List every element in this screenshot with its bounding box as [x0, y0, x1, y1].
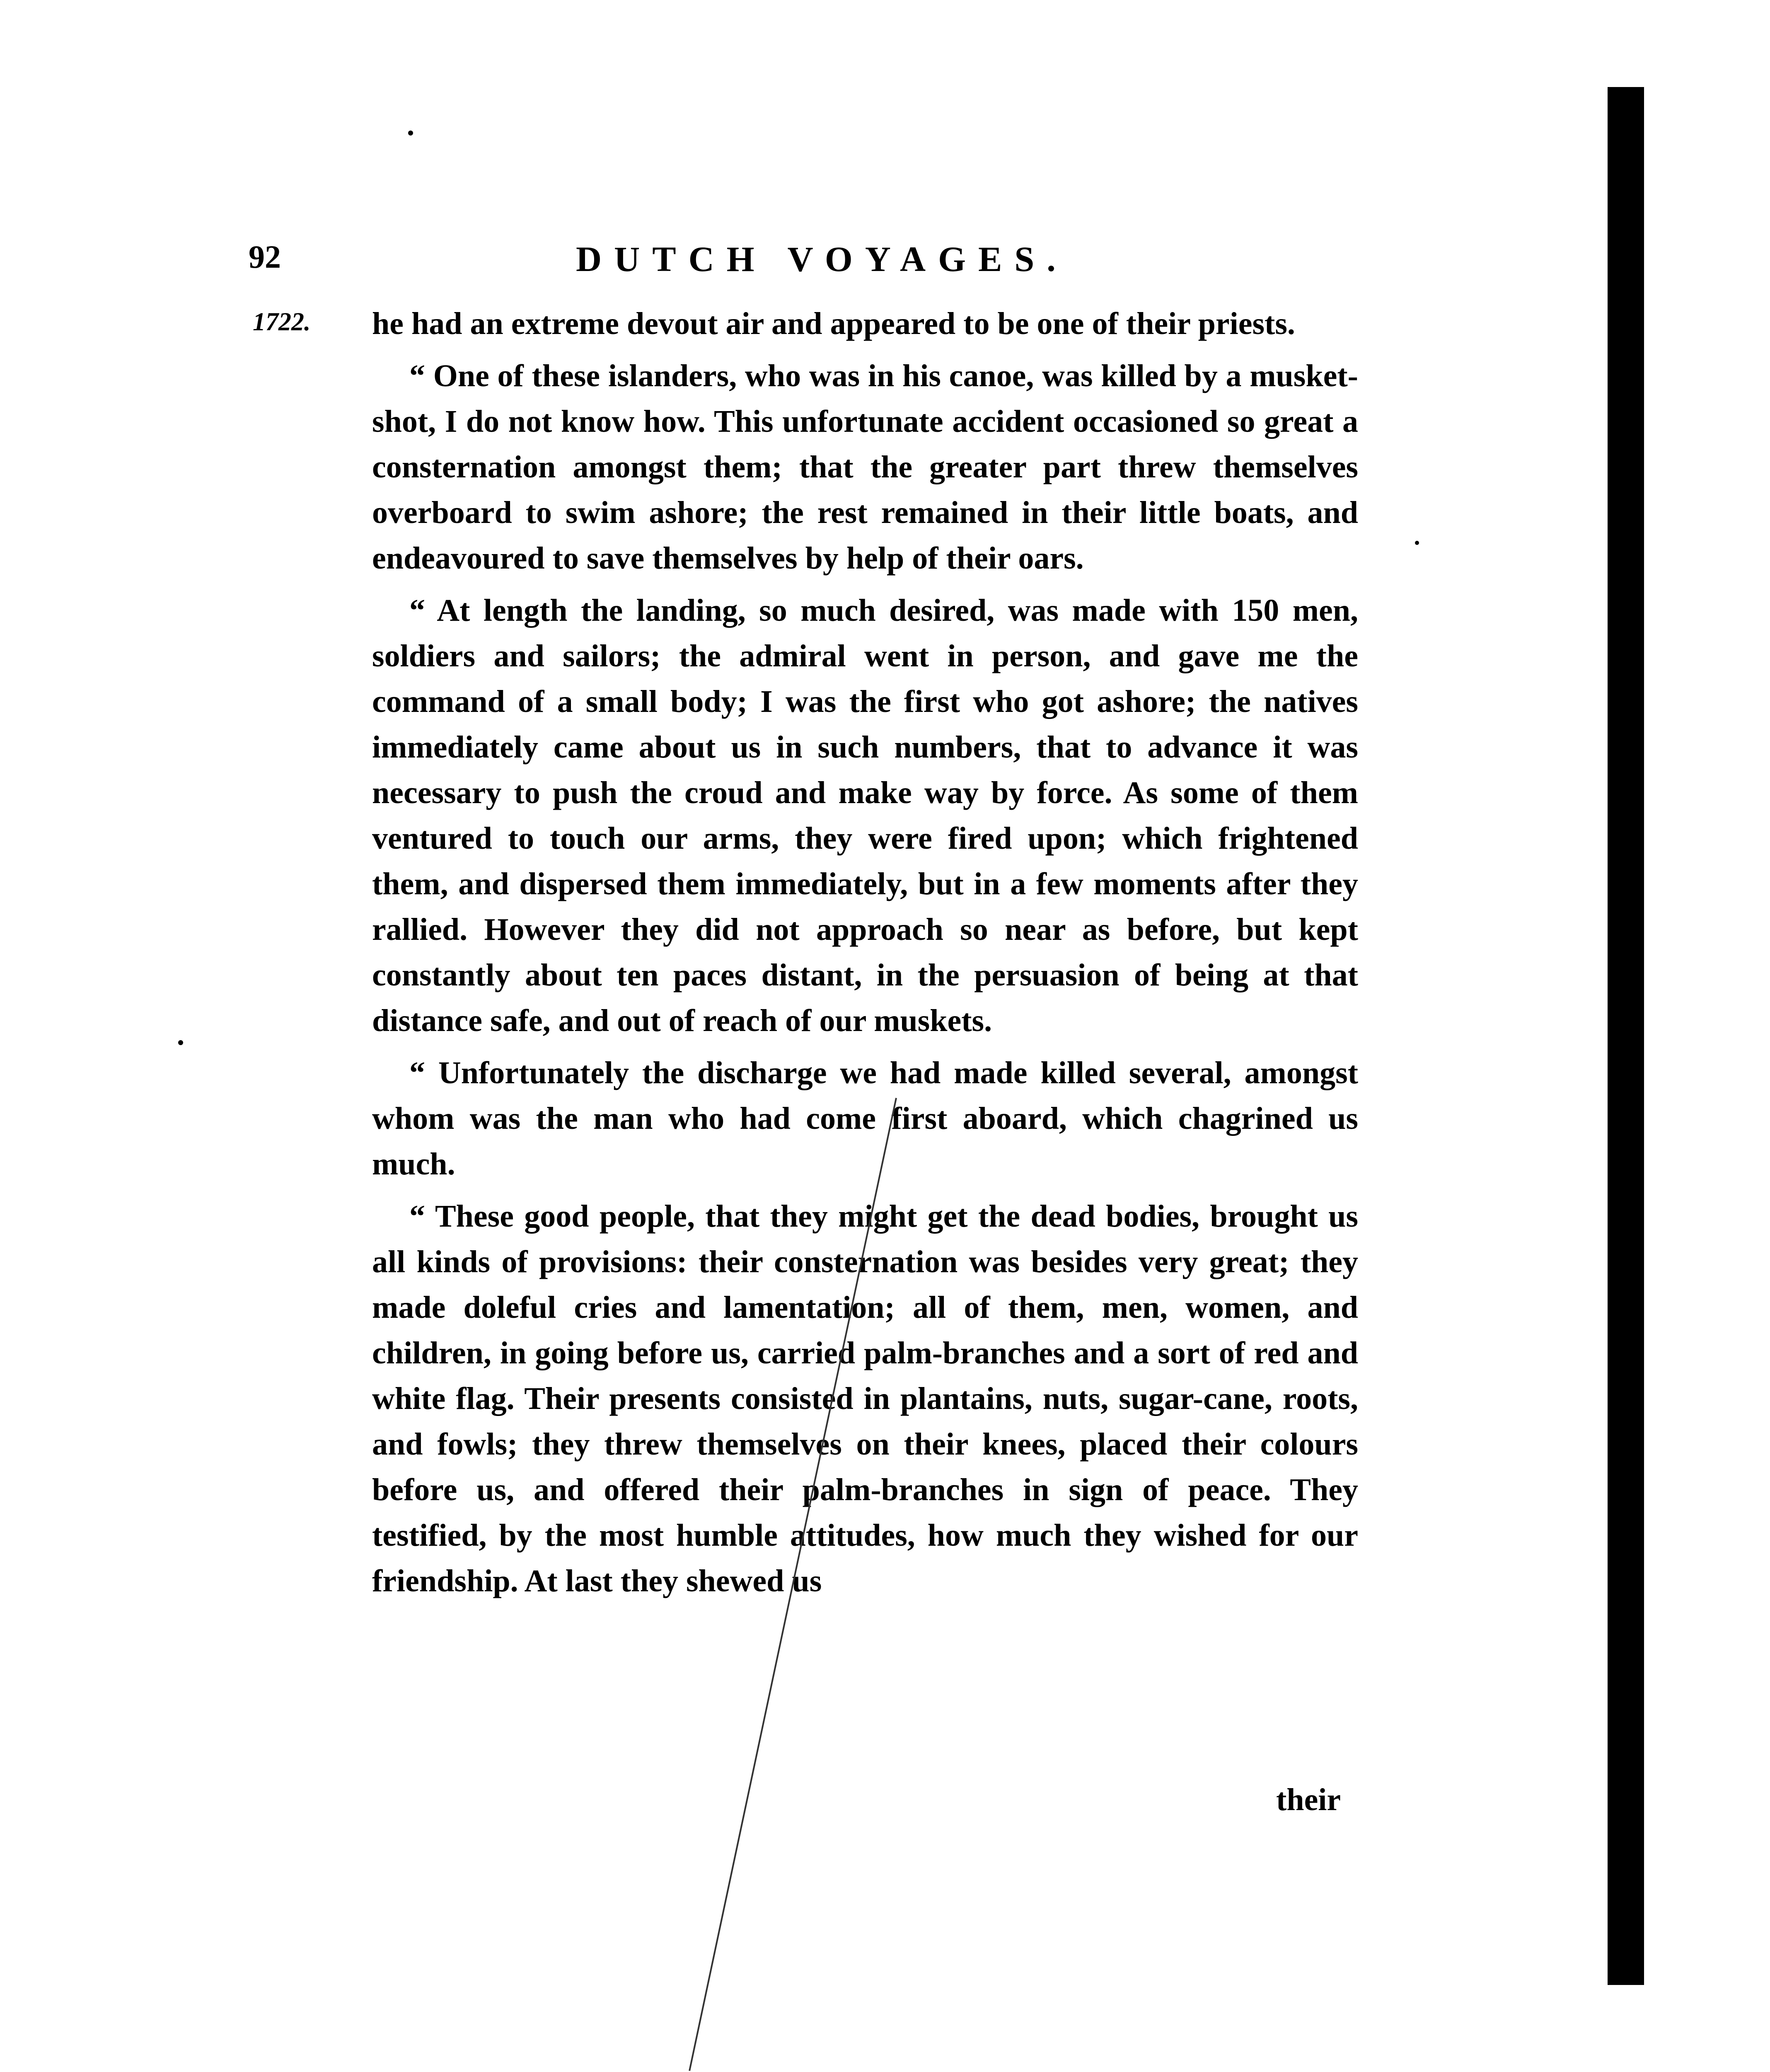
scan-speck: [1612, 796, 1621, 811]
margin-year-note: 1722.: [253, 308, 311, 336]
paragraph-discharge: “ Unfortunately the discharge we had made killed several, amongst whom was the man who had come first aboard, which chagrined us much.: [372, 1055, 1358, 1181]
paragraph-provisions: “ These good people, that they might get the dead bodies, brought us all kinds of provisions: their consternation was besides very great; they made doleful cries and lamentation; all of them, men, women, and children, in going before us, carried palm-branches and a sort of red and white flag. Their presents consisted in plantains, nuts, sugar-cane, roots, and fowls; they threw themselves on their knees, placed their colours before us, and offered their palm-branches in sign of peace. They testified, by the most humble attitudes, how much they wished for our friendship. At last they shewed us: [372, 1199, 1358, 1598]
page-number: 92: [249, 239, 281, 275]
binding-shadow: [1608, 87, 1644, 1985]
running-title: DUTCH VOYAGES.: [576, 239, 1068, 279]
scan-speck: [178, 1040, 183, 1045]
body-text: [372, 301, 1358, 1610]
scan-speck: [408, 131, 413, 136]
paragraph-islanders: “ One of these islanders, who was in his canoe, was killed by a musket-shot, I do not know how. This unfortunate accident occasioned so great a consternation amongst them; that the greater part threw themselves overboard to swim ashore; the rest remained in their little boats, and endeavoured to save themselves by help of their oars.: [372, 358, 1358, 576]
paragraph-landing: “ At length the landing, so much desired, was made with 150 men, soldiers and sailors; the admiral went in person, and gave me the command of a small body; I was the first who got ashore; the natives immediately came about us in such numbers, that to advance it was necessary to push the croud and make way by force. As some of them ventured to touch our arms, they were fired upon; which frightened them, and dispersed them immediately, but in a few moments after they rallied. However they did not approach so near as before, but kept constantly about ten paces distant, in the persuasion of being at that distance safe, and out of reach of our muskets.: [372, 593, 1358, 1038]
scan-speck: [1415, 541, 1419, 545]
paragraph-continuation: he had an extreme devout air and appeared to be one of their priests.: [372, 306, 1295, 341]
page-header: [249, 238, 1367, 288]
catchword: their: [1276, 1782, 1341, 1817]
